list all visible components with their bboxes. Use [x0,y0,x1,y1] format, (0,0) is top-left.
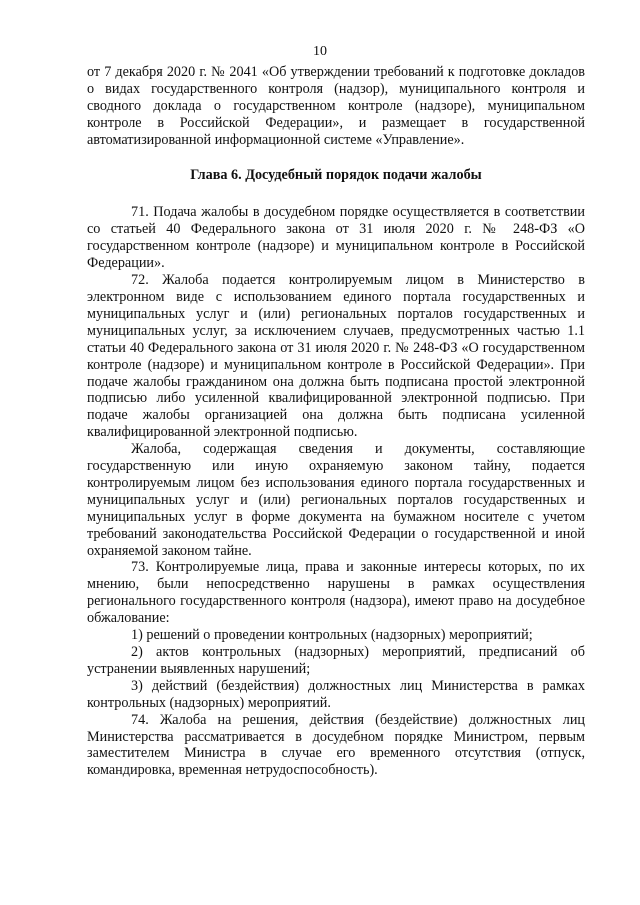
intro-paragraph: от 7 декабря 2020 г. № 2041 «Об утверждении требований к подготовке докладов о видах государственного контроля (надзор), муниципального контроля и сводного доклада о государственном контроле (надзоре), муниципальном контроле в Российской Федерации», и размещает в государственной автоматизированной информационной системе «Управление». [87,64,585,148]
paragraph-73: 73. Контролируемые лица, права и законные интересы которых, по их мнению, были непосредственно нарушены в рамках осуществления регионального государственного контроля (надзора), имеют право на досудебное обжалование: [87,559,585,627]
page-number: 10 [313,44,327,59]
list-item-1: 1) решений о проведении контрольных (надзорных) мероприятий; [131,627,533,644]
list-item-2: 2) актов контрольных (надзорных) мероприятий, предписаний об устранении выявленных нарушений; [87,644,585,677]
paragraph-71: 71. Подача жалобы в досудебном порядке осуществляется в соответствии со статьей 40 Федерального закона от 31 июля 2020 г. № 248-ФЗ «О государственном контроле (надзоре) и муниципальном контроле в Российской Федерации». [87,204,585,272]
paragraph-secret-complaint: Жалоба, содержащая сведения и документы, составляющие государственную или иную охраняемую законом тайну, подается контролируемым лицом без использования единого портала государственных и муниципальных услуг и (или) региональных порталов государственных и муниципальных услуг в форме документа на бумажном носителе с учетом требований законодательства Российской Федерации о государственной и иной охраняемой законом тайне. [87,441,585,559]
document-body [87,64,585,779]
chapter-heading: Глава 6. Досудебный порядок подачи жалобы [190,166,482,183]
paragraph-74: 74. Жалоба на решения, действия (бездействие) должностных лиц Министерства рассматривается в досудебном порядке Министром, первым заместителем Министра в случае его временного отсутствия (отпуск, командировка, временная нетрудоспособность). [87,711,585,779]
paragraph-72: 72. Жалоба подается контролируемым лицом в Министерство в электронном виде с использованием единого портала государственных и муниципальных услуг и (или) региональных порталов государственных и муниципальных услуг, за исключением случаев, предусмотренных частью 1.1 статьи 40 Федерального закона от 31 июля 2020 г. № 248-ФЗ «О государственном контроле (надзоре) и муниципальном контроле в Российской Федерации». При подаче жалобы гражданином она должна быть подписана простой электронной подписью либо усиленной квалифицированной электронной подписью. При подаче жалобы организацией она должна быть подписана усиленной квалифицированной электронной подписью. [87,272,585,441]
list-item-3: 3) действий (бездействия) должностных лиц Министерства в рамках контрольных (надзорных) мероприятий. [87,677,585,711]
